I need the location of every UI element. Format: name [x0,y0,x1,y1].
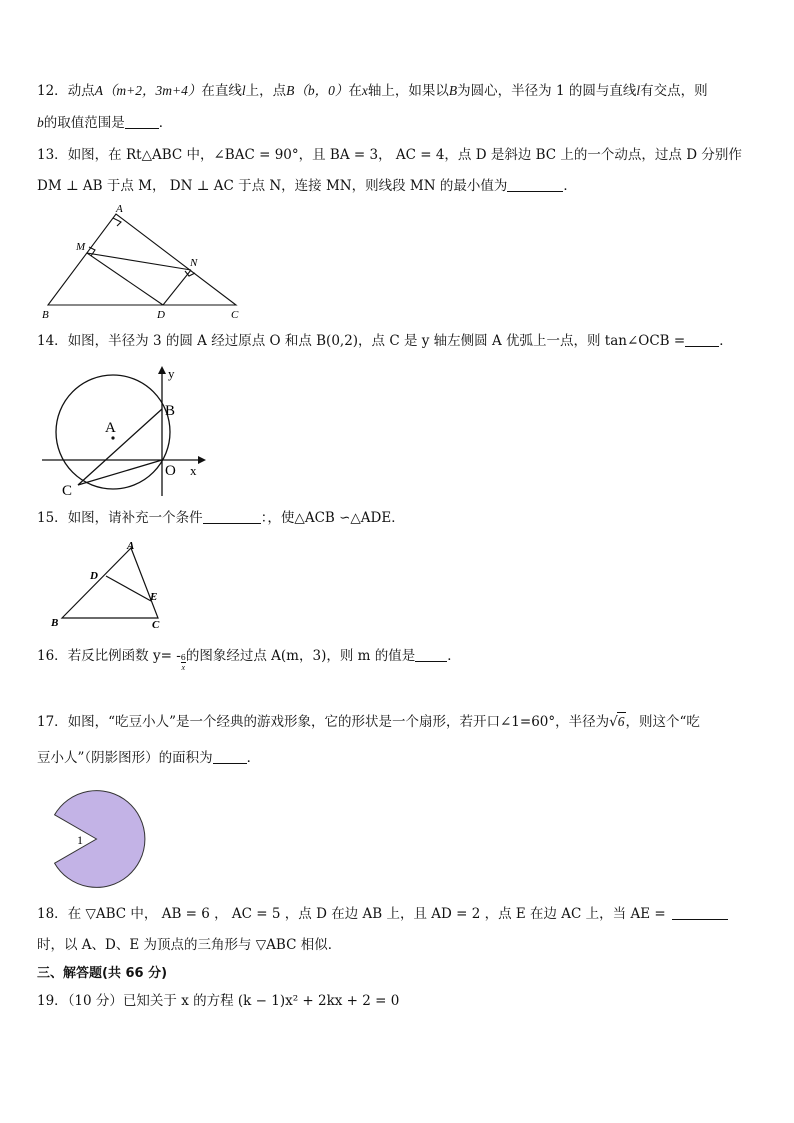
q14-label-o: O [165,463,176,479]
q14-label-c: C [62,483,73,499]
q14-label-b: B [165,403,176,419]
q13-text: DM ⊥ AB 于点 M， DN ⊥ AC 于点 N，连接 MN，则线段 MN 的最小值为 [37,178,508,194]
q12-text: 有交点，则 [640,83,708,99]
q13-line2 [37,177,577,195]
q17-text: 如图，“吃豆小人”是一个经典的游戏形象，它的形状是一个扇形，若开口∠1=60°，半径为 [67,714,610,730]
q12-b: b [37,115,44,130]
q14-label-x: x [190,463,197,478]
q12-coord-b: （b，0） [294,83,349,98]
q14-figure [38,362,213,502]
q12-line2 [37,114,172,132]
q12-text: 的取值范围是 [43,115,125,131]
q17-end: ． [246,750,261,766]
section-heading: 三、解答题(共 66 分) [37,966,168,981]
q13-label-m: M [76,241,86,253]
q12-text: 上，点 [245,83,287,99]
q15-text: 如图，请补充一个条件 [67,510,203,526]
q15-label-b: B [51,617,59,629]
q16-text: 的图象经过点 A(m，3)，则 m 的值是 [185,648,416,664]
q19-number: 19． [37,993,68,1009]
sqrt-sign: √ [609,714,618,730]
q12-answer-blank[interactable] [125,114,159,129]
q13-label-b: B [42,309,49,321]
q16-end: ． [447,648,461,664]
q17-pacman-figure [44,785,164,893]
q18-text: 在 ▽ABC 中， AB = 6 ， AC = 5 ，点 D 在边 AB 上，且 AD = 2 ，点 E 在边 AC 上，当 AE = [67,906,666,922]
q15-number: 15． [37,510,68,526]
q15-answer-blank[interactable] [203,509,261,524]
q17-line1 [37,712,700,731]
q14-number: 14． [37,333,68,349]
q17-text: 豆小人”（阴影图形）的面积为 [37,750,213,766]
q12-text: 为圆心，半径为 1 的圆与直线 [457,83,637,99]
q15-text: ：，使△ACB ∽△ADE． [260,510,405,526]
q15-label-a: A [127,540,135,552]
q18-number: 18． [37,906,68,922]
q14-text: 如图，半径为 3 的圆 A 经过原点 O 和点 B(0,2)，点 C 是 y 轴左侧圆 A 优弧上一点，则 tan∠OCB = [67,333,686,349]
q19-line [37,992,399,1010]
q12-text: 动点 [67,83,95,99]
q12-point-a: A [94,83,103,98]
q13-label-n: N [190,257,198,269]
q12-text: 在 [348,83,362,99]
q15-label-e: E [150,591,158,603]
q13-label-c: C [231,309,239,321]
q12-line-l: l [241,83,246,98]
q14-label-a: A [105,420,116,436]
q17-text: ，则这个“吃 [625,714,700,730]
q15-figure [48,538,178,632]
q13-answer-blank[interactable] [507,177,563,192]
q17-angle-label: 1 [77,833,83,847]
q19-text: （10 分）已知关于 x 的方程 (k − 1)x² + 2kx + 2 = 0 [67,993,400,1009]
q17-line2 [37,749,260,767]
q16-number: 16． [37,648,68,664]
q14-label-y: y [168,366,175,381]
q17-answer-blank[interactable] [213,749,247,764]
q14-line [37,332,733,350]
q16-answer-blank[interactable] [415,647,447,662]
q18-line2 [37,936,341,954]
q16-text: 若反比例函数 y= - [67,648,181,664]
q13-label-a: A [116,203,123,215]
q12-end: ． [158,115,173,131]
q18-answer-blank[interactable] [672,905,728,920]
q12-text: 轴上，如果以 [367,83,449,99]
q12-x: x [361,83,368,98]
q15-label-c: C [152,619,160,631]
q12-point-b: B [286,83,295,98]
q17-sqrt-value: 6 [617,714,625,729]
q14-end: ． [719,333,733,349]
q16-fraction-numerator: 6 [180,653,186,662]
q16-fraction [181,653,186,672]
q12-line-l2: l [636,83,641,98]
q18-line1 [37,905,728,923]
q14-answer-blank[interactable] [685,332,719,347]
q13-end: ． [563,178,577,194]
q17-number: 17． [37,714,68,730]
q13-line1 [37,146,742,164]
q16-line [37,647,461,672]
q15-label-d: D [90,570,98,582]
q18-text: 时，以 A、D、E 为顶点的三角形与 ▽ABC 相似． [37,937,342,953]
q15-line [37,509,405,527]
q12-point-b2: B [448,83,458,98]
q12-text: 在直线 [201,83,242,99]
q16-fraction-denominator: x [181,663,186,672]
q13-figure [38,200,248,322]
q12-number: 12． [37,83,68,99]
q12-line1 [37,82,708,100]
q13-label-d: D [157,309,165,321]
q13-text: 如图，在 Rt△ABC 中，∠BAC = 90°，且 BA = 3， AC = 4，点 D 是斜边 BC 上的一个动点，过点 D 分别作 [67,147,742,163]
q12-coord-a: （m+2，3m+4） [102,83,202,98]
q13-number: 13． [37,147,68,163]
